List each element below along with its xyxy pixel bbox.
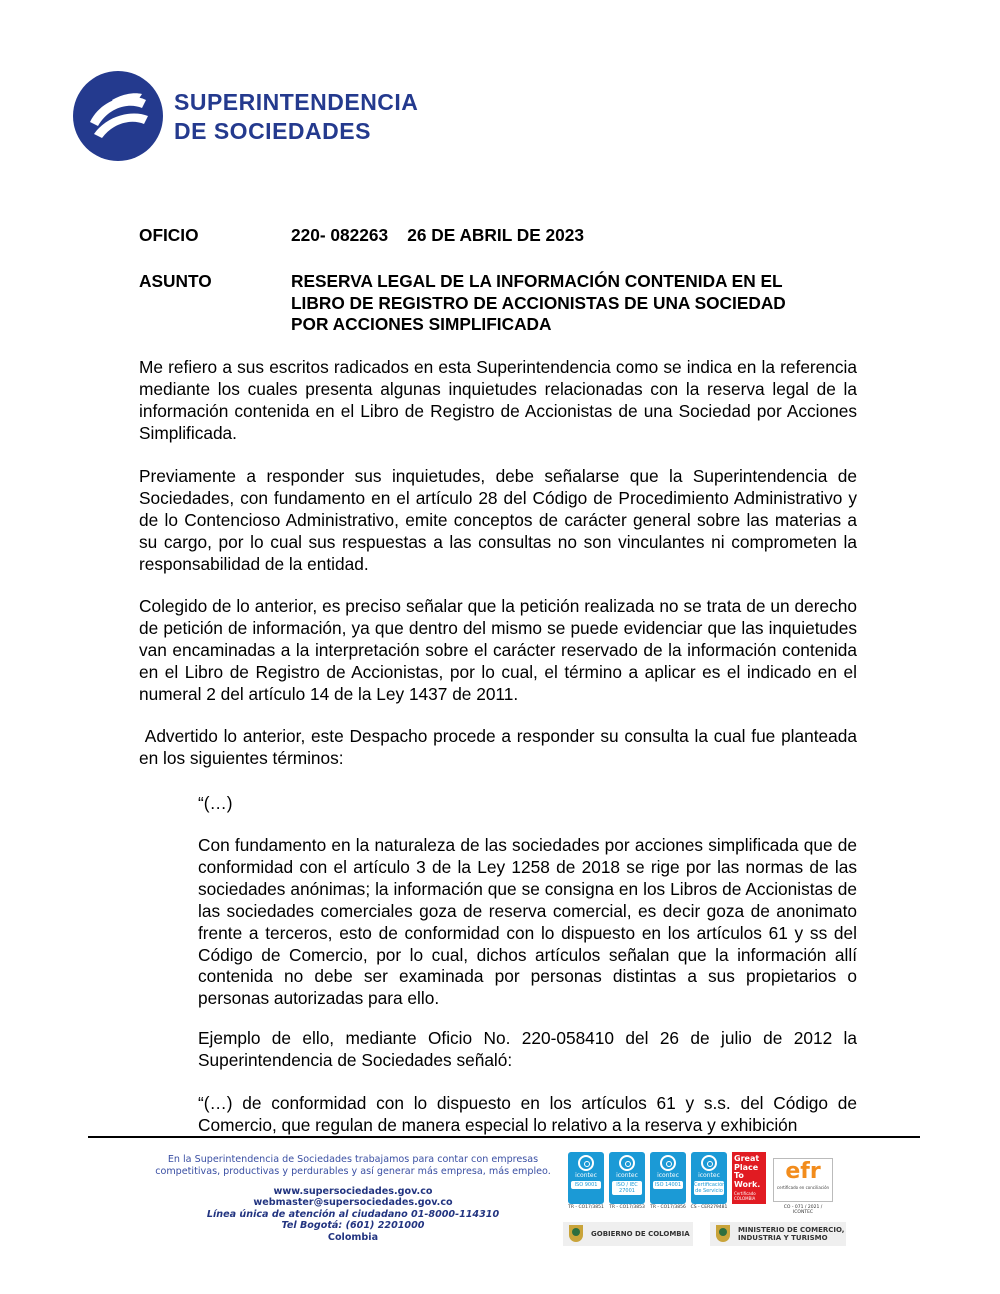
asunto-label: ASUNTO [139, 271, 212, 291]
cert-code: TR - CO17/3851 [568, 1205, 604, 1210]
efr-subtitle: certificado en conciliación [776, 1185, 830, 1190]
gptw-text: To [734, 1171, 744, 1180]
oficio-label: OFICIO [139, 225, 199, 245]
asunto-value [291, 271, 786, 336]
icontec-icon [701, 1155, 717, 1171]
ministry-line: INDUSTRIA Y TURISMO [738, 1234, 828, 1242]
great-place-to-work-badge [732, 1152, 766, 1204]
cert-code: TR - CO17/3856 [650, 1205, 686, 1210]
quote-paragraph-1: Con fundamento en la naturaleza de las sociedades por acciones simplificada que de conformidad con el artículo 3 de la Ley 1258 de 2018 se rige por las normas de las sociedades anónimas; la información que se consigna en los Libros de Accionistas de las sociedades comerciales goza de reserva comercial, es decir goza de anonimato frente a terceros, esto de conformidad con lo dispuesto en los artículos 61 y ss del Código de Comercio, por lo cual, dichos artículos señalan que la información allí contenida no debe ser examinada por personas distintas a sus propietarios o personas autorizadas para ello. [198, 835, 857, 1009]
footer-hotline: Línea única de atención al ciudadano 01-8000-114310 [206, 1208, 500, 1220]
brand-line-2: DE SOCIEDADES [174, 118, 371, 144]
brand-line-1: SUPERINTENDENCIA [174, 89, 419, 115]
icontec-iso14001-badge [650, 1152, 686, 1204]
footer-intro [150, 1154, 556, 1178]
ministry-label [738, 1226, 844, 1242]
icontec-icon [578, 1155, 594, 1171]
mincomercio-badge [710, 1222, 846, 1246]
quote-paragraph-2: Ejemplo de ello, mediante Oficio No. 220-058410 del 26 de julio de 2012 la Superintendencia de Sociedades señaló: [198, 1028, 857, 1070]
cert-name: icontec [616, 1172, 638, 1179]
cert-name: icontec [657, 1172, 679, 1179]
gptw-text: Great [734, 1154, 760, 1163]
efr-logo: efr [785, 1159, 821, 1184]
footer-country: Colombia [327, 1231, 379, 1243]
gptw-text: Certificado [734, 1191, 756, 1196]
cert-code: CS - CER279481 [690, 1205, 728, 1210]
footer-email-link[interactable]: webmaster@supersociedades.gov.co [253, 1197, 453, 1209]
colombia-shield-icon [569, 1225, 583, 1242]
efr-badge [773, 1158, 833, 1202]
paragraph-2: Previamente a responder sus inquietudes, debe señalarse que la Superintendencia de Sociedades, con fundamento en el artículo 28 del Código de Procedimiento Administrativo y de lo Contencioso Administrativo, emite conceptos de carácter general sobre las materias a su cargo, por lo cual sus respuestas a las consultas no son vinculantes ni comprometen la responsabilidad de la entidad. [139, 466, 857, 574]
quote-paragraph-3: “(…) de conformidad con lo dispuesto en los artículos 61 y s.s. del Código de Comercio, que regulan de manera especial lo relativo a la reserva y exhibición [198, 1093, 857, 1135]
asunto-line: RESERVA LEGAL DE LA INFORMACIÓN CONTENIDA EN EL [291, 271, 783, 291]
gov-label: GOBIERNO DE COLOMBIA [591, 1230, 690, 1238]
cert-standard: Certificación de Servicio [694, 1182, 726, 1194]
footer-phone: Tel Bogotá: (601) 2201000 [281, 1220, 425, 1232]
icontec-service-badge [691, 1152, 727, 1204]
footer-divider [88, 1136, 920, 1138]
footer-contact [150, 1154, 556, 1243]
brand-name [174, 88, 418, 146]
gptw-text: Place [734, 1162, 759, 1172]
cert-code: TR - CO17/3853 [609, 1205, 645, 1210]
cert-name: icontec [698, 1172, 720, 1179]
oficio-value: 220- 082263 26 DE ABRIL DE 2023 [291, 225, 584, 245]
paragraph-4: Advertido lo anterior, este Despacho procede a responder su consulta la cual fue planteada en los siguientes términos: [139, 726, 862, 768]
icontec-icon [660, 1155, 676, 1171]
paragraph-1: Me refiero a sus escritos radicados en esta Superintendencia como se indica en la referencia mediante los cuales presenta algunas inquietudes relacionadas con la reserva legal de la información contenida en el Libro de Registro de Accionistas de una Sociedad por Acciones Simplificada. [139, 357, 857, 443]
brand-logo [72, 70, 472, 165]
paragraph-3: Colegido de lo anterior, es preciso señalar que la petición realizada no se trata de un derecho de petición de información, ya que dentro del mismo se puede evidenciar que las inquietudes van encaminadas a la interpretación sobre el carácter reservado de la información contenida en el Libro de Registro de Accionistas, por lo cual, el término a aplicar es el indicado en el numeral 2 del artículo 14 de la Ley 1437 de 2011. [139, 596, 857, 704]
icontec-icon [619, 1155, 635, 1171]
cert-name: icontec [575, 1172, 597, 1179]
footer-website-link[interactable]: www.supersociedades.gov.co [273, 1186, 433, 1197]
gobierno-colombia-badge [563, 1222, 693, 1246]
gptw-text: Work. [734, 1179, 761, 1189]
cert-standard: ISO / IEC 27001 [612, 1181, 642, 1195]
quote-open: “(…) [198, 793, 233, 813]
footer-contact-block [150, 1186, 556, 1243]
gptw-text: COLOMBIA [734, 1196, 756, 1201]
asunto-line: LIBRO DE REGISTRO DE ACCIONISTAS DE UNA SOCIEDAD [291, 292, 786, 313]
icontec-iso27001-badge [609, 1152, 645, 1204]
footer-intro-line: competitivas, productivas y perdurables y así generar más empresa, más empleo. [155, 1166, 551, 1177]
cert-standard: ISO 14001 [654, 1182, 682, 1188]
footer-intro-line: En la Superintendencia de Sociedades trabajamos para contar con empresas [167, 1154, 539, 1165]
ministry-line: MINISTERIO DE COMERCIO, [738, 1226, 845, 1234]
cert-standard: ISO 9001 [571, 1181, 601, 1189]
supersociedades-logo-icon [72, 70, 164, 162]
colombia-shield-icon [716, 1225, 730, 1242]
icontec-iso9001-badge [568, 1152, 604, 1204]
asunto-line: POR ACCIONES SIMPLIFICADA [291, 314, 552, 334]
efr-code: CO - 071 / 2021 / ICONTEC [783, 1205, 823, 1215]
